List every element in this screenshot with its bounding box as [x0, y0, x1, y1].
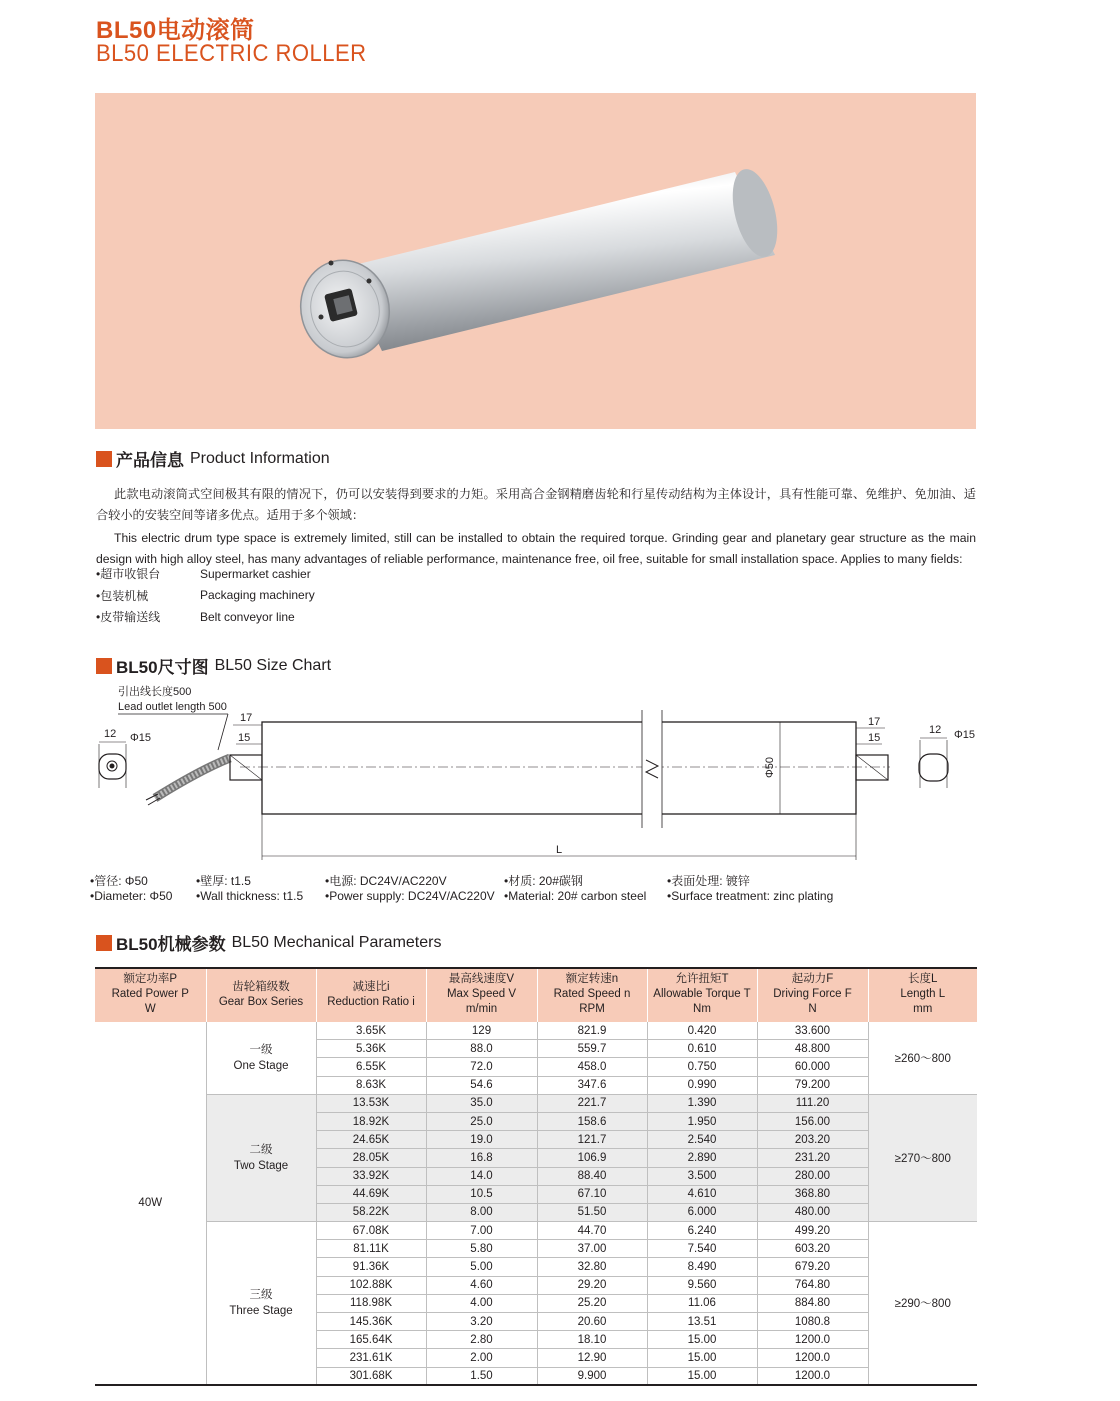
power-cell: 40W: [95, 1022, 206, 1385]
spec-diameter-en: •Diameter: Φ50: [90, 889, 173, 903]
product-description: [96, 484, 976, 570]
table-cell: 8.490: [647, 1258, 757, 1276]
table-cell: 15.00: [647, 1331, 757, 1349]
length-cell: ≥270～800: [868, 1094, 977, 1221]
table-cell: 3.65K: [316, 1022, 426, 1040]
dim-17-left: 17: [240, 712, 253, 724]
column-header: [206, 967, 316, 1022]
table-cell: 33.600: [757, 1022, 868, 1040]
table-cell: 764.80: [757, 1276, 868, 1294]
column-header-line: Reduction Ratio i: [327, 995, 415, 1008]
table-row: [95, 1094, 977, 1112]
column-header-line: RPM: [579, 1003, 605, 1015]
application-zh: •皮带输送线: [96, 610, 161, 625]
gear-stage-zh: 三级: [249, 1289, 273, 1302]
table-cell: 145.36K: [316, 1313, 426, 1331]
table-cell: 280.00: [757, 1167, 868, 1185]
gear-stage-cell: [206, 1222, 316, 1386]
table-cell: 24.65K: [316, 1131, 426, 1149]
table-cell: 0.610: [647, 1040, 757, 1058]
table-cell: 1200.0: [757, 1331, 868, 1349]
column-header-line: Gear Box Series: [218, 995, 304, 1008]
table-cell: 7.00: [426, 1222, 537, 1240]
table-cell: 13.51: [647, 1313, 757, 1331]
size-chart-heading-en: BL50 Size Chart: [214, 656, 332, 674]
size-chart-heading-zh: BL50尺寸图: [116, 658, 209, 677]
table-top-rule: [95, 967, 977, 969]
table-cell: 111.20: [757, 1094, 868, 1112]
table-cell: 12.90: [537, 1349, 647, 1367]
table-cell: 1.50: [426, 1367, 537, 1385]
table-cell: 28.05K: [316, 1149, 426, 1167]
table-cell: 33.92K: [316, 1167, 426, 1185]
table-cell: 9.560: [647, 1276, 757, 1294]
table-cell: 6.55K: [316, 1058, 426, 1076]
table-cell: 0.990: [647, 1076, 757, 1094]
column-header-line: Driving Force F: [773, 988, 852, 1000]
table-cell: 156.00: [757, 1112, 868, 1130]
gear-stage-en: Three Stage: [229, 1305, 293, 1318]
table-cell: 1.950: [647, 1112, 757, 1130]
table-cell: 44.70: [537, 1222, 647, 1240]
table-cell: 102.88K: [316, 1276, 426, 1294]
page-title-en: BL50 ELECTRIC ROLLER: [96, 40, 367, 67]
spec-material-zh: •材质: 20#碳钢: [504, 874, 583, 888]
table-cell: 480.00: [757, 1203, 868, 1221]
table-cell: 44.69K: [316, 1185, 426, 1203]
section-marker-icon: [96, 935, 112, 951]
table-cell: 91.36K: [316, 1258, 426, 1276]
roller-illustration: [95, 93, 976, 429]
table-cell: 158.6: [537, 1112, 647, 1130]
column-header-line: 起动力F: [791, 973, 834, 985]
table-cell: 48.800: [757, 1040, 868, 1058]
dim-15-left: 15: [238, 732, 251, 744]
size-chart-heading: [96, 653, 331, 678]
spec-wall-zh: •壁厚: t1.5: [196, 874, 251, 888]
product-photo: [95, 93, 976, 429]
table-cell: 16.8: [426, 1149, 537, 1167]
table-cell: 58.22K: [316, 1203, 426, 1221]
table-cell: 221.7: [537, 1094, 647, 1112]
table-header-row: [95, 967, 977, 1022]
column-header-line: Rated Speed n: [553, 988, 631, 1000]
table-cell: 20.60: [537, 1313, 647, 1331]
mech-heading: [96, 930, 441, 955]
table-cell: 1080.8: [757, 1313, 868, 1331]
column-header: [757, 967, 868, 1022]
table-cell: 18.10: [537, 1331, 647, 1349]
description-zh: 此款电动滚筒式空间极其有限的情况下，仍可以安装得到要求的力矩。采用高合金钢精磨齿轮和行星传动结构为主体设计，具有性能可靠、免维护、免加油、适合较小的安装空间等诸多优点。适用于多个领域：: [96, 487, 976, 522]
column-header-line: Rated Power P: [111, 988, 189, 1000]
table-cell: 347.6: [537, 1076, 647, 1094]
dim-17-right: 17: [868, 716, 881, 728]
table-cell: 884.80: [757, 1294, 868, 1312]
table-cell: 6.240: [647, 1222, 757, 1240]
table-cell: 121.7: [537, 1131, 647, 1149]
table-cell: 19.0: [426, 1131, 537, 1149]
table-cell: 11.06: [647, 1294, 757, 1312]
length-cell: ≥290～800: [868, 1222, 977, 1386]
column-header: [426, 967, 537, 1022]
table-cell: 5.00: [426, 1258, 537, 1276]
table-cell: 368.80: [757, 1185, 868, 1203]
product-info-heading-zh: 产品信息: [116, 451, 184, 470]
dim-phi15-right: Φ15: [954, 729, 976, 741]
table-cell: 231.20: [757, 1149, 868, 1167]
table-cell: 15.00: [647, 1367, 757, 1385]
gear-stage-cell: [206, 1022, 316, 1094]
size-drawing: [90, 680, 990, 870]
section-marker-icon: [96, 451, 112, 467]
spec-material-en: •Material: 20# carbon steel: [504, 889, 647, 903]
table-cell: 5.36K: [316, 1040, 426, 1058]
table-cell: 3.500: [647, 1167, 757, 1185]
mechanical-params-table: [95, 967, 977, 1386]
spec-power-en: •Power supply: DC24V/AC220V: [325, 889, 495, 903]
gear-stage-zh: 二级: [249, 1143, 273, 1156]
column-header-line: W: [144, 1003, 156, 1015]
dim-L: L: [556, 844, 563, 856]
table-cell: 0.420: [647, 1022, 757, 1040]
section-marker-icon: [96, 658, 112, 674]
table-row: [95, 1222, 977, 1240]
table-cell: 118.98K: [316, 1294, 426, 1312]
table-cell: 2.80: [426, 1331, 537, 1349]
column-header-line: 额定转速n: [565, 973, 619, 985]
spec-diameter-zh: •管径: Φ50: [90, 874, 148, 888]
table-cell: 106.9: [537, 1149, 647, 1167]
mech-heading-zh: BL50机械参数: [116, 935, 226, 954]
list-item: [96, 606, 315, 628]
dim-12-right: 12: [929, 724, 942, 736]
column-header-line: N: [808, 1003, 817, 1015]
column-header-line: Length L: [900, 988, 946, 1000]
column-header: [95, 967, 206, 1022]
table-cell: 8.63K: [316, 1076, 426, 1094]
spec-wall-en: •Wall thickness: t1.5: [196, 889, 304, 903]
table-cell: 25.0: [426, 1112, 537, 1130]
table-cell: 6.000: [647, 1203, 757, 1221]
gear-stage-en: One Stage: [233, 1059, 289, 1072]
table-cell: 5.80: [426, 1240, 537, 1258]
application-en: Supermarket cashier: [200, 566, 311, 581]
column-header-line: Nm: [693, 1003, 711, 1015]
table-cell: 499.20: [757, 1222, 868, 1240]
application-en: Packaging machinery: [200, 588, 315, 603]
table-cell: 203.20: [757, 1131, 868, 1149]
gear-stage-en: Two Stage: [233, 1159, 289, 1172]
application-en: Belt conveyor line: [200, 609, 295, 624]
column-header: [647, 967, 757, 1022]
table-cell: 18.92K: [316, 1112, 426, 1130]
product-info-heading: [96, 446, 330, 471]
table-cell: 79.200: [757, 1076, 868, 1094]
table-cell: 4.00: [426, 1294, 537, 1312]
table-cell: 88.0: [426, 1040, 537, 1058]
spec-power-zh: •电源: DC24V/AC220V: [325, 874, 447, 888]
table-cell: 231.61K: [316, 1349, 426, 1367]
column-header-line: Allowable Torque T: [653, 988, 751, 1000]
table-cell: 7.540: [647, 1240, 757, 1258]
table-cell: 10.5: [426, 1185, 537, 1203]
table-cell: 15.00: [647, 1349, 757, 1367]
table-row: [95, 1022, 977, 1040]
table-cell: 32.80: [537, 1258, 647, 1276]
table-cell: 679.20: [757, 1258, 868, 1276]
column-header-line: 允许扭矩T: [675, 973, 729, 985]
list-item: [96, 563, 315, 585]
spec-surface-zh: •表面处理: 镀锌: [667, 874, 750, 888]
table-cell: 8.00: [426, 1203, 537, 1221]
table-cell: 458.0: [537, 1058, 647, 1076]
applications-list: [96, 563, 315, 628]
column-header-line: 额定功率P: [123, 973, 178, 985]
mech-heading-en: BL50 Mechanical Parameters: [231, 933, 442, 951]
table-cell: 301.68K: [316, 1367, 426, 1385]
gear-stage-cell: [206, 1094, 316, 1221]
column-header-line: m/min: [465, 1003, 498, 1015]
table-cell: 1200.0: [757, 1349, 868, 1367]
application-zh: •包装机械: [96, 588, 149, 603]
table-cell: 14.0: [426, 1167, 537, 1185]
list-item: [96, 585, 315, 607]
column-header: [316, 967, 426, 1022]
table-cell: 9.900: [537, 1367, 647, 1385]
product-info-heading-en: Product Information: [190, 449, 330, 467]
table-cell: 2.00: [426, 1349, 537, 1367]
table-cell: 2.890: [647, 1149, 757, 1167]
application-zh: •超市收银台: [96, 567, 161, 582]
table-cell: 35.0: [426, 1094, 537, 1112]
gear-stage-zh: 一级: [249, 1043, 273, 1056]
dim-12-left: 12: [104, 728, 117, 740]
dim-phi50: Φ50: [764, 756, 776, 778]
column-header: [868, 967, 977, 1022]
spec-surface-en: •Surface treatment: zinc plating: [667, 889, 834, 903]
column-header: [537, 967, 647, 1022]
column-header-line: 长度L: [908, 973, 938, 985]
page-title-zh: BL50电动滚筒: [96, 17, 255, 44]
lead-length-zh: 引出线长度500: [118, 686, 192, 698]
column-header-line: Max Speed V: [446, 988, 517, 1000]
table-cell: 821.9: [537, 1022, 647, 1040]
table-cell: 81.11K: [316, 1240, 426, 1258]
lead-length-en: Lead outlet length 500: [118, 701, 227, 713]
dim-15-right: 15: [868, 732, 881, 744]
table-bottom-rule: [95, 1384, 977, 1386]
table-cell: 67.08K: [316, 1222, 426, 1240]
table-cell: 0.750: [647, 1058, 757, 1076]
table-cell: 54.6: [426, 1076, 537, 1094]
table-cell: 603.20: [757, 1240, 868, 1258]
table-cell: 60.000: [757, 1058, 868, 1076]
length-cell: ≥260～800: [868, 1022, 977, 1094]
column-header-line: 齿轮箱级数: [232, 980, 290, 993]
dim-phi15-left: Φ15: [130, 732, 152, 744]
table-cell: 3.20: [426, 1313, 537, 1331]
table-cell: 129: [426, 1022, 537, 1040]
description-en: This electric drum type space is extremely limited, still can be installed to obtain the required torque. Grinding gear and planetary gear structure as the main design with high alloy steel, has many advantages of reliable performance, maintenance free, oil free, suitable for small installation space. Applies to many fields:: [96, 531, 976, 566]
table-cell: 88.40: [537, 1167, 647, 1185]
table-cell: 4.610: [647, 1185, 757, 1203]
table-cell: 165.64K: [316, 1331, 426, 1349]
table-cell: 51.50: [537, 1203, 647, 1221]
table-cell: 1200.0: [757, 1367, 868, 1385]
column-header-line: mm: [913, 1003, 933, 1015]
table-cell: 25.20: [537, 1294, 647, 1312]
table-cell: 67.10: [537, 1185, 647, 1203]
table-cell: 37.00: [537, 1240, 647, 1258]
table-cell: 13.53K: [316, 1094, 426, 1112]
table-cell: 72.0: [426, 1058, 537, 1076]
table-cell: 559.7: [537, 1040, 647, 1058]
table-cell: 29.20: [537, 1276, 647, 1294]
table-cell: 1.390: [647, 1094, 757, 1112]
table-cell: 4.60: [426, 1276, 537, 1294]
table-cell: 2.540: [647, 1131, 757, 1149]
column-header-line: 减速比i: [352, 980, 390, 993]
column-header-line: 最高线速度V: [448, 973, 515, 985]
